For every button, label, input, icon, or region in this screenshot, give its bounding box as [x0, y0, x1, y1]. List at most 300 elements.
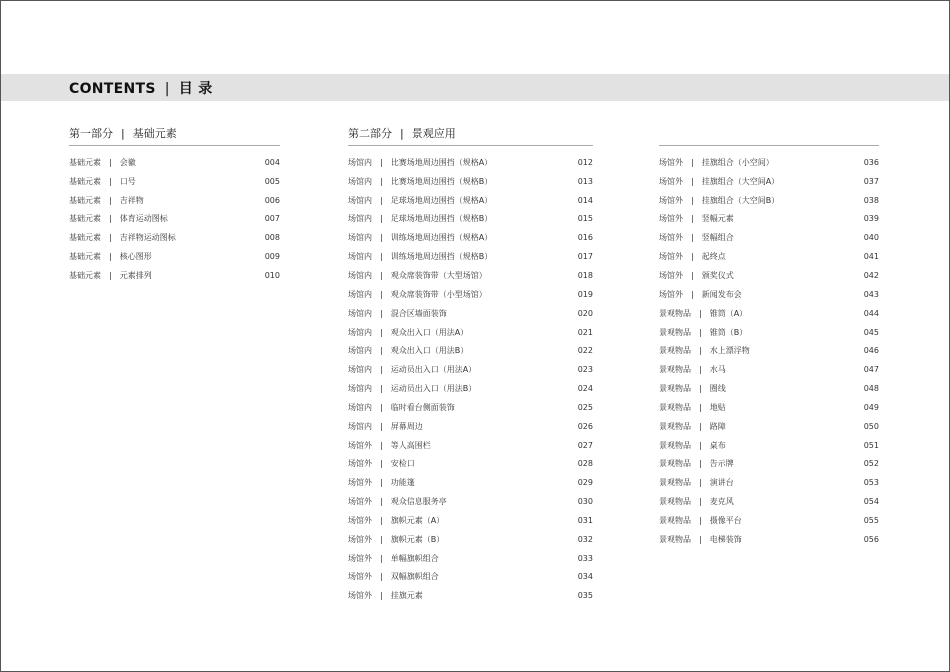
- toc-item-name: 安检口: [390, 459, 415, 469]
- toc-category: 场馆外: [659, 289, 683, 299]
- toc-entry-label: [659, 534, 742, 545]
- toc-entry-label: [348, 364, 476, 375]
- toc-page-number: 008: [264, 233, 280, 243]
- toc-separator: |: [380, 289, 383, 299]
- header-band: [1, 74, 949, 101]
- toc-entry-label: [659, 270, 734, 281]
- toc-page-number: 007: [264, 214, 280, 224]
- toc-entry-label: [659, 402, 726, 413]
- toc-entry[interactable]: [659, 492, 879, 511]
- toc-entry-label: [659, 289, 742, 300]
- toc-entry[interactable]: [348, 511, 593, 530]
- section-divider: [69, 145, 280, 146]
- toc-page-number: 030: [577, 497, 593, 507]
- toc-entry[interactable]: [348, 210, 593, 229]
- toc-separator: |: [380, 195, 383, 205]
- toc-page-number: 051: [863, 440, 879, 450]
- toc-separator: |: [109, 233, 112, 243]
- toc-entry-label: [69, 195, 144, 206]
- toc-list: [659, 153, 879, 549]
- toc-separator: |: [699, 308, 702, 318]
- toc-entry[interactable]: [659, 304, 879, 323]
- toc-entry[interactable]: [659, 341, 879, 360]
- toc-entry[interactable]: [348, 379, 593, 398]
- toc-separator: |: [380, 327, 383, 337]
- toc-page-number: 014: [577, 195, 593, 205]
- toc-entry[interactable]: [348, 266, 593, 285]
- toc-entry-label: [659, 157, 774, 168]
- toc-page-number: 016: [577, 233, 593, 243]
- toc-separator: |: [699, 534, 702, 544]
- toc-item-name: 挂旗组合（大空间A）: [701, 176, 780, 186]
- toc-category: 场馆外: [659, 252, 683, 262]
- toc-page-number: 054: [863, 497, 879, 507]
- toc-entry-label: [69, 176, 136, 187]
- toc-entry-label: [348, 232, 492, 243]
- toc-separator: |: [380, 572, 383, 582]
- toc-entry[interactable]: [69, 210, 280, 229]
- toc-category: 景观物品: [659, 402, 691, 412]
- toc-separator: |: [380, 534, 383, 544]
- toc-page-number: 015: [577, 214, 593, 224]
- toc-entry-label: [659, 176, 779, 187]
- toc-entry[interactable]: [69, 172, 280, 191]
- toc-entry[interactable]: [348, 568, 593, 587]
- toc-item-name: 观众信息服务亭: [390, 497, 447, 507]
- section-landscape-application: [348, 125, 593, 605]
- toc-item-name: 足球场地周边围挡（规格B）: [390, 214, 493, 224]
- toc-page-number: 046: [863, 346, 879, 356]
- toc-category: 场馆外: [348, 478, 372, 488]
- toc-item-name: 训练场地周边围挡（规格A）: [390, 233, 493, 243]
- toc-separator: |: [109, 195, 112, 205]
- toc-page-number: 034: [577, 572, 593, 582]
- toc-category: 场馆内: [348, 308, 372, 318]
- toc-item-name: 比赛场地周边围挡（规格A）: [390, 157, 493, 167]
- toc-entry-label: [659, 327, 747, 338]
- section-heading: [348, 125, 593, 145]
- toc-separator: |: [380, 384, 383, 394]
- section-subtitle: 景观应用: [411, 127, 456, 140]
- toc-page-number: 038: [863, 195, 879, 205]
- toc-separator: |: [691, 195, 694, 205]
- toc-item-name: 演讲台: [709, 478, 734, 488]
- toc-entry[interactable]: [348, 341, 593, 360]
- toc-entry-label: [69, 251, 152, 262]
- toc-page-number: 028: [577, 459, 593, 469]
- toc-category: 景观物品: [659, 327, 691, 337]
- section-separator: |: [400, 127, 404, 140]
- toc-category: 景观物品: [659, 459, 691, 469]
- toc-entry-label: [659, 440, 726, 451]
- toc-separator: |: [380, 157, 383, 167]
- toc-entry[interactable]: [348, 436, 593, 455]
- toc-separator: |: [109, 214, 112, 224]
- toc-page-number: 043: [863, 289, 879, 299]
- toc-entry-label: [348, 289, 487, 300]
- toc-page-number: 004: [264, 157, 280, 167]
- toc-entry-label: [69, 213, 168, 224]
- toc-entry[interactable]: [348, 417, 593, 436]
- toc-category: 场馆外: [659, 176, 683, 186]
- toc-category: 场馆外: [348, 572, 372, 582]
- toc-item-name: 路障: [709, 421, 726, 431]
- toc-entry-label: [348, 176, 492, 187]
- toc-separator: |: [380, 308, 383, 318]
- toc-page-number: 017: [577, 252, 593, 262]
- toc-item-name: 运动员出入口（用法A）: [390, 365, 477, 375]
- toc-entry[interactable]: [659, 228, 879, 247]
- toc-item-name: 新闻发布会: [701, 289, 742, 299]
- toc-page-number: 056: [863, 534, 879, 544]
- toc-separator: |: [380, 252, 383, 262]
- toc-entry-label: [348, 553, 439, 564]
- section-heading: [659, 125, 879, 145]
- toc-item-name: 观众席装饰带（大型场馆）: [390, 270, 487, 280]
- toc-page-number: 052: [863, 459, 879, 469]
- toc-list: [348, 153, 593, 605]
- toc-page-number: 041: [863, 252, 879, 262]
- toc-category: 场馆内: [348, 233, 372, 243]
- toc-entry[interactable]: [348, 247, 593, 266]
- toc-page-number: 044: [863, 308, 879, 318]
- toc-item-name: 临时看台侧面装饰: [390, 402, 455, 412]
- toc-page-number: 026: [577, 421, 593, 431]
- toc-item-name: 旗帜元素（A）: [390, 515, 445, 525]
- toc-entry[interactable]: [69, 153, 280, 172]
- toc-category: 场馆外: [659, 157, 683, 167]
- toc-separator: |: [380, 214, 383, 224]
- toc-item-name: 训练场地周边围挡（规格B）: [390, 252, 493, 262]
- toc-entry[interactable]: [348, 398, 593, 417]
- toc-item-name: 起终点: [701, 252, 726, 262]
- toc-item-name: 挂旗组合（大空间B）: [701, 195, 780, 205]
- toc-separator: |: [380, 553, 383, 563]
- toc-page-number: 047: [863, 365, 879, 375]
- toc-entry-label: [69, 157, 136, 168]
- toc-entry[interactable]: [659, 436, 879, 455]
- toc-page-number: 045: [863, 327, 879, 337]
- toc-separator: |: [691, 233, 694, 243]
- toc-item-name: 锥筒（B）: [709, 327, 748, 337]
- toc-separator: |: [380, 270, 383, 280]
- toc-category: 景观物品: [659, 497, 691, 507]
- toc-entry-label: [348, 515, 444, 526]
- page-title: [69, 78, 213, 98]
- toc-category: 场馆内: [348, 252, 372, 262]
- toc-item-name: 元素排列: [119, 270, 152, 280]
- toc-item-name: 竖幅元素: [701, 214, 734, 224]
- toc-entry-label: [659, 383, 726, 394]
- toc-entry[interactable]: [348, 455, 593, 474]
- toc-page-number: 022: [577, 346, 593, 356]
- toc-item-name: 旗帜元素（B）: [390, 534, 445, 544]
- title-cn: 目 录: [178, 81, 213, 97]
- toc-entry[interactable]: [659, 455, 879, 474]
- toc-category: 基础元素: [69, 233, 101, 243]
- toc-entry[interactable]: [348, 473, 593, 492]
- toc-category: 场馆内: [348, 327, 372, 337]
- toc-category: 基础元素: [69, 270, 101, 280]
- toc-entry-label: [69, 270, 152, 281]
- toc-entry[interactable]: [659, 247, 879, 266]
- toc-category: 场馆内: [348, 214, 372, 224]
- toc-item-name: 水上漂浮物: [709, 346, 750, 356]
- toc-separator: |: [380, 459, 383, 469]
- toc-entry[interactable]: [348, 228, 593, 247]
- toc-entry-label: [659, 251, 726, 262]
- toc-item-name: 竖幅组合: [701, 233, 734, 243]
- toc-separator: |: [699, 402, 702, 412]
- toc-entry[interactable]: [348, 172, 593, 191]
- toc-separator: |: [380, 440, 383, 450]
- toc-entry[interactable]: [69, 266, 280, 285]
- toc-entry-label: [348, 251, 492, 262]
- toc-item-name: 地贴: [709, 402, 726, 412]
- toc-item-name: 观众出入口（用法A）: [390, 327, 469, 337]
- toc-separator: |: [380, 365, 383, 375]
- toc-item-name: 水马: [709, 365, 726, 375]
- toc-separator: |: [691, 157, 694, 167]
- toc-entry-label: [348, 440, 431, 451]
- toc-item-name: 电梯装饰: [709, 534, 742, 544]
- toc-item-name: 圈线: [709, 384, 726, 394]
- toc-category: 场馆外: [348, 440, 372, 450]
- toc-page-number: 027: [577, 440, 593, 450]
- toc-page-number: 006: [264, 195, 280, 205]
- toc-entry[interactable]: [659, 530, 879, 549]
- toc-separator: |: [109, 252, 112, 262]
- toc-item-name: 运动员出入口（用法B）: [390, 384, 477, 394]
- toc-item-name: 颁奖仪式: [701, 270, 734, 280]
- toc-page-number: 019: [577, 289, 593, 299]
- toc-category: 景观物品: [659, 440, 691, 450]
- toc-entry-label: [348, 157, 492, 168]
- toc-page-number: 032: [577, 534, 593, 544]
- section-basic-elements: [69, 125, 280, 285]
- toc-entry[interactable]: [348, 285, 593, 304]
- toc-entry[interactable]: [659, 379, 879, 398]
- toc-item-name: 会徽: [119, 157, 136, 167]
- toc-entry[interactable]: [659, 323, 879, 342]
- toc-entry-label: [348, 571, 439, 582]
- toc-category: 景观物品: [659, 384, 691, 394]
- toc-entry[interactable]: [659, 172, 879, 191]
- toc-category: 场馆外: [348, 553, 372, 563]
- toc-page-number: 049: [863, 402, 879, 412]
- toc-entry-label: [659, 458, 734, 469]
- toc-entry[interactable]: [659, 285, 879, 304]
- toc-entry[interactable]: [69, 228, 280, 247]
- toc-entry[interactable]: [659, 417, 879, 436]
- toc-item-name: 麦克风: [709, 497, 734, 507]
- toc-page-number: 055: [863, 515, 879, 525]
- toc-page-number: 020: [577, 308, 593, 318]
- toc-item-name: 挂旗组合（小空间）: [701, 157, 774, 167]
- toc-entry[interactable]: [348, 323, 593, 342]
- section-heading: [69, 125, 280, 145]
- toc-item-name: 等人高围栏: [390, 440, 431, 450]
- toc-page-number: 010: [264, 270, 280, 280]
- toc-page-number: 018: [577, 270, 593, 280]
- toc-entry[interactable]: [348, 586, 593, 605]
- title-en: CONTENTS: [69, 81, 156, 97]
- toc-category: 场馆内: [348, 402, 372, 412]
- toc-separator: |: [380, 515, 383, 525]
- section-title: 第二部分: [348, 127, 392, 140]
- toc-category: 场馆外: [659, 270, 683, 280]
- toc-item-name: 体育运动图标: [119, 214, 168, 224]
- toc-page-number: 021: [577, 327, 593, 337]
- toc-entry[interactable]: [69, 191, 280, 210]
- toc-category: 景观物品: [659, 346, 691, 356]
- toc-category: 基础元素: [69, 195, 101, 205]
- toc-entry[interactable]: [348, 191, 593, 210]
- section-divider: [659, 145, 879, 146]
- toc-entry-label: [659, 496, 734, 507]
- toc-entry-label: [348, 421, 423, 432]
- toc-category: 基础元素: [69, 157, 101, 167]
- toc-entry[interactable]: [348, 153, 593, 172]
- toc-entry-label: [69, 232, 176, 243]
- toc-separator: |: [380, 402, 383, 412]
- toc-separator: |: [380, 421, 383, 431]
- toc-separator: |: [691, 176, 694, 186]
- toc-page-number: 031: [577, 515, 593, 525]
- toc-separator: |: [109, 176, 112, 186]
- toc-item-name: 足球场地周边围挡（规格A）: [390, 195, 493, 205]
- toc-separator: |: [699, 440, 702, 450]
- toc-item-name: 双幅旗帜组合: [390, 572, 439, 582]
- toc-entry-label: [348, 308, 447, 319]
- toc-category: 基础元素: [69, 214, 101, 224]
- toc-entry-label: [659, 515, 742, 526]
- toc-category: 场馆外: [348, 515, 372, 525]
- title-separator: |: [164, 81, 170, 97]
- toc-category: 场馆外: [348, 591, 372, 601]
- toc-separator: |: [699, 327, 702, 337]
- toc-separator: |: [380, 233, 383, 243]
- toc-entry-label: [659, 364, 726, 375]
- toc-page-number: 039: [863, 214, 879, 224]
- toc-item-name: 口号: [119, 176, 136, 186]
- toc-separator: |: [380, 346, 383, 356]
- toc-entry-label: [348, 327, 468, 338]
- toc-item-name: 吉祥物: [119, 195, 144, 205]
- toc-category: 场馆外: [348, 459, 372, 469]
- toc-entry[interactable]: [348, 304, 593, 323]
- toc-category: 场馆内: [348, 289, 372, 299]
- toc-entry[interactable]: [659, 153, 879, 172]
- toc-entry[interactable]: [659, 398, 879, 417]
- section-title: 第一部分: [69, 127, 113, 140]
- toc-item-name: 单幅旗帜组合: [390, 553, 439, 563]
- toc-separator: |: [699, 478, 702, 488]
- toc-entry-label: [348, 496, 447, 507]
- toc-entry-label: [348, 213, 492, 224]
- toc-entry[interactable]: [659, 266, 879, 285]
- toc-entry-label: [659, 477, 734, 488]
- toc-entry-label: [659, 345, 750, 356]
- toc-item-name: 功能篷: [390, 478, 415, 488]
- toc-category: 场馆内: [348, 270, 372, 280]
- toc-category: 场馆内: [348, 176, 372, 186]
- toc-category: 场馆内: [348, 421, 372, 431]
- toc-entry-label: [659, 308, 747, 319]
- toc-entry[interactable]: [348, 530, 593, 549]
- toc-entry-label: [348, 402, 455, 413]
- toc-category: 景观物品: [659, 421, 691, 431]
- toc-entry-label: [348, 345, 468, 356]
- toc-entry[interactable]: [348, 549, 593, 568]
- toc-category: 景观物品: [659, 534, 691, 544]
- toc-entry-label: [348, 195, 492, 206]
- toc-entry-label: [659, 232, 734, 243]
- toc-entry[interactable]: [348, 492, 593, 511]
- toc-category: 场馆内: [348, 157, 372, 167]
- toc-entry[interactable]: [659, 511, 879, 530]
- toc-item-name: 混合区墙面装饰: [390, 308, 447, 318]
- toc-entry[interactable]: [659, 473, 879, 492]
- toc-entry[interactable]: [659, 210, 879, 229]
- toc-entry-label: [659, 213, 734, 224]
- toc-page-number: 053: [863, 478, 879, 488]
- toc-entry-label: [348, 458, 415, 469]
- section-subtitle: 基础元素: [132, 127, 177, 140]
- toc-entry-label: [348, 383, 476, 394]
- toc-separator: |: [691, 270, 694, 280]
- toc-page-number: 033: [577, 553, 593, 563]
- toc-separator: |: [691, 214, 694, 224]
- toc-entry-label: [348, 590, 423, 601]
- toc-separator: |: [699, 384, 702, 394]
- toc-entry[interactable]: [659, 360, 879, 379]
- toc-category: 景观物品: [659, 515, 691, 525]
- toc-category: 场馆内: [348, 346, 372, 356]
- section-divider: [348, 145, 593, 146]
- toc-category: 基础元素: [69, 176, 101, 186]
- section-landscape-application-continued: [659, 125, 879, 549]
- toc-category: 场馆内: [348, 384, 372, 394]
- toc-item-name: 核心图形: [119, 252, 152, 262]
- toc-entry[interactable]: [659, 191, 879, 210]
- toc-entry-label: [348, 270, 487, 281]
- toc-item-name: 观众席装饰带（小型场馆）: [390, 289, 487, 299]
- toc-entry[interactable]: [348, 360, 593, 379]
- toc-page-number: 023: [577, 365, 593, 375]
- toc-page-number: 012: [577, 157, 593, 167]
- toc-item-name: 摄像平台: [709, 515, 742, 525]
- toc-separator: |: [380, 176, 383, 186]
- toc-separator: |: [109, 270, 112, 280]
- toc-separator: |: [380, 478, 383, 488]
- toc-entry-label: [348, 534, 444, 545]
- toc-entry[interactable]: [69, 247, 280, 266]
- toc-category: 景观物品: [659, 365, 691, 375]
- toc-page-number: 005: [264, 176, 280, 186]
- toc-page-number: 024: [577, 384, 593, 394]
- toc-page-number: 029: [577, 478, 593, 488]
- toc-item-name: 锥筒（A）: [709, 308, 748, 318]
- toc-category: 场馆外: [348, 534, 372, 544]
- toc-page-number: 009: [264, 252, 280, 262]
- toc-category: 场馆外: [348, 497, 372, 507]
- toc-category: 基础元素: [69, 252, 101, 262]
- toc-separator: |: [691, 289, 694, 299]
- toc-page-number: 042: [863, 270, 879, 280]
- section-separator: |: [121, 127, 125, 140]
- toc-item-name: 比赛场地周边围挡（规格B）: [390, 176, 493, 186]
